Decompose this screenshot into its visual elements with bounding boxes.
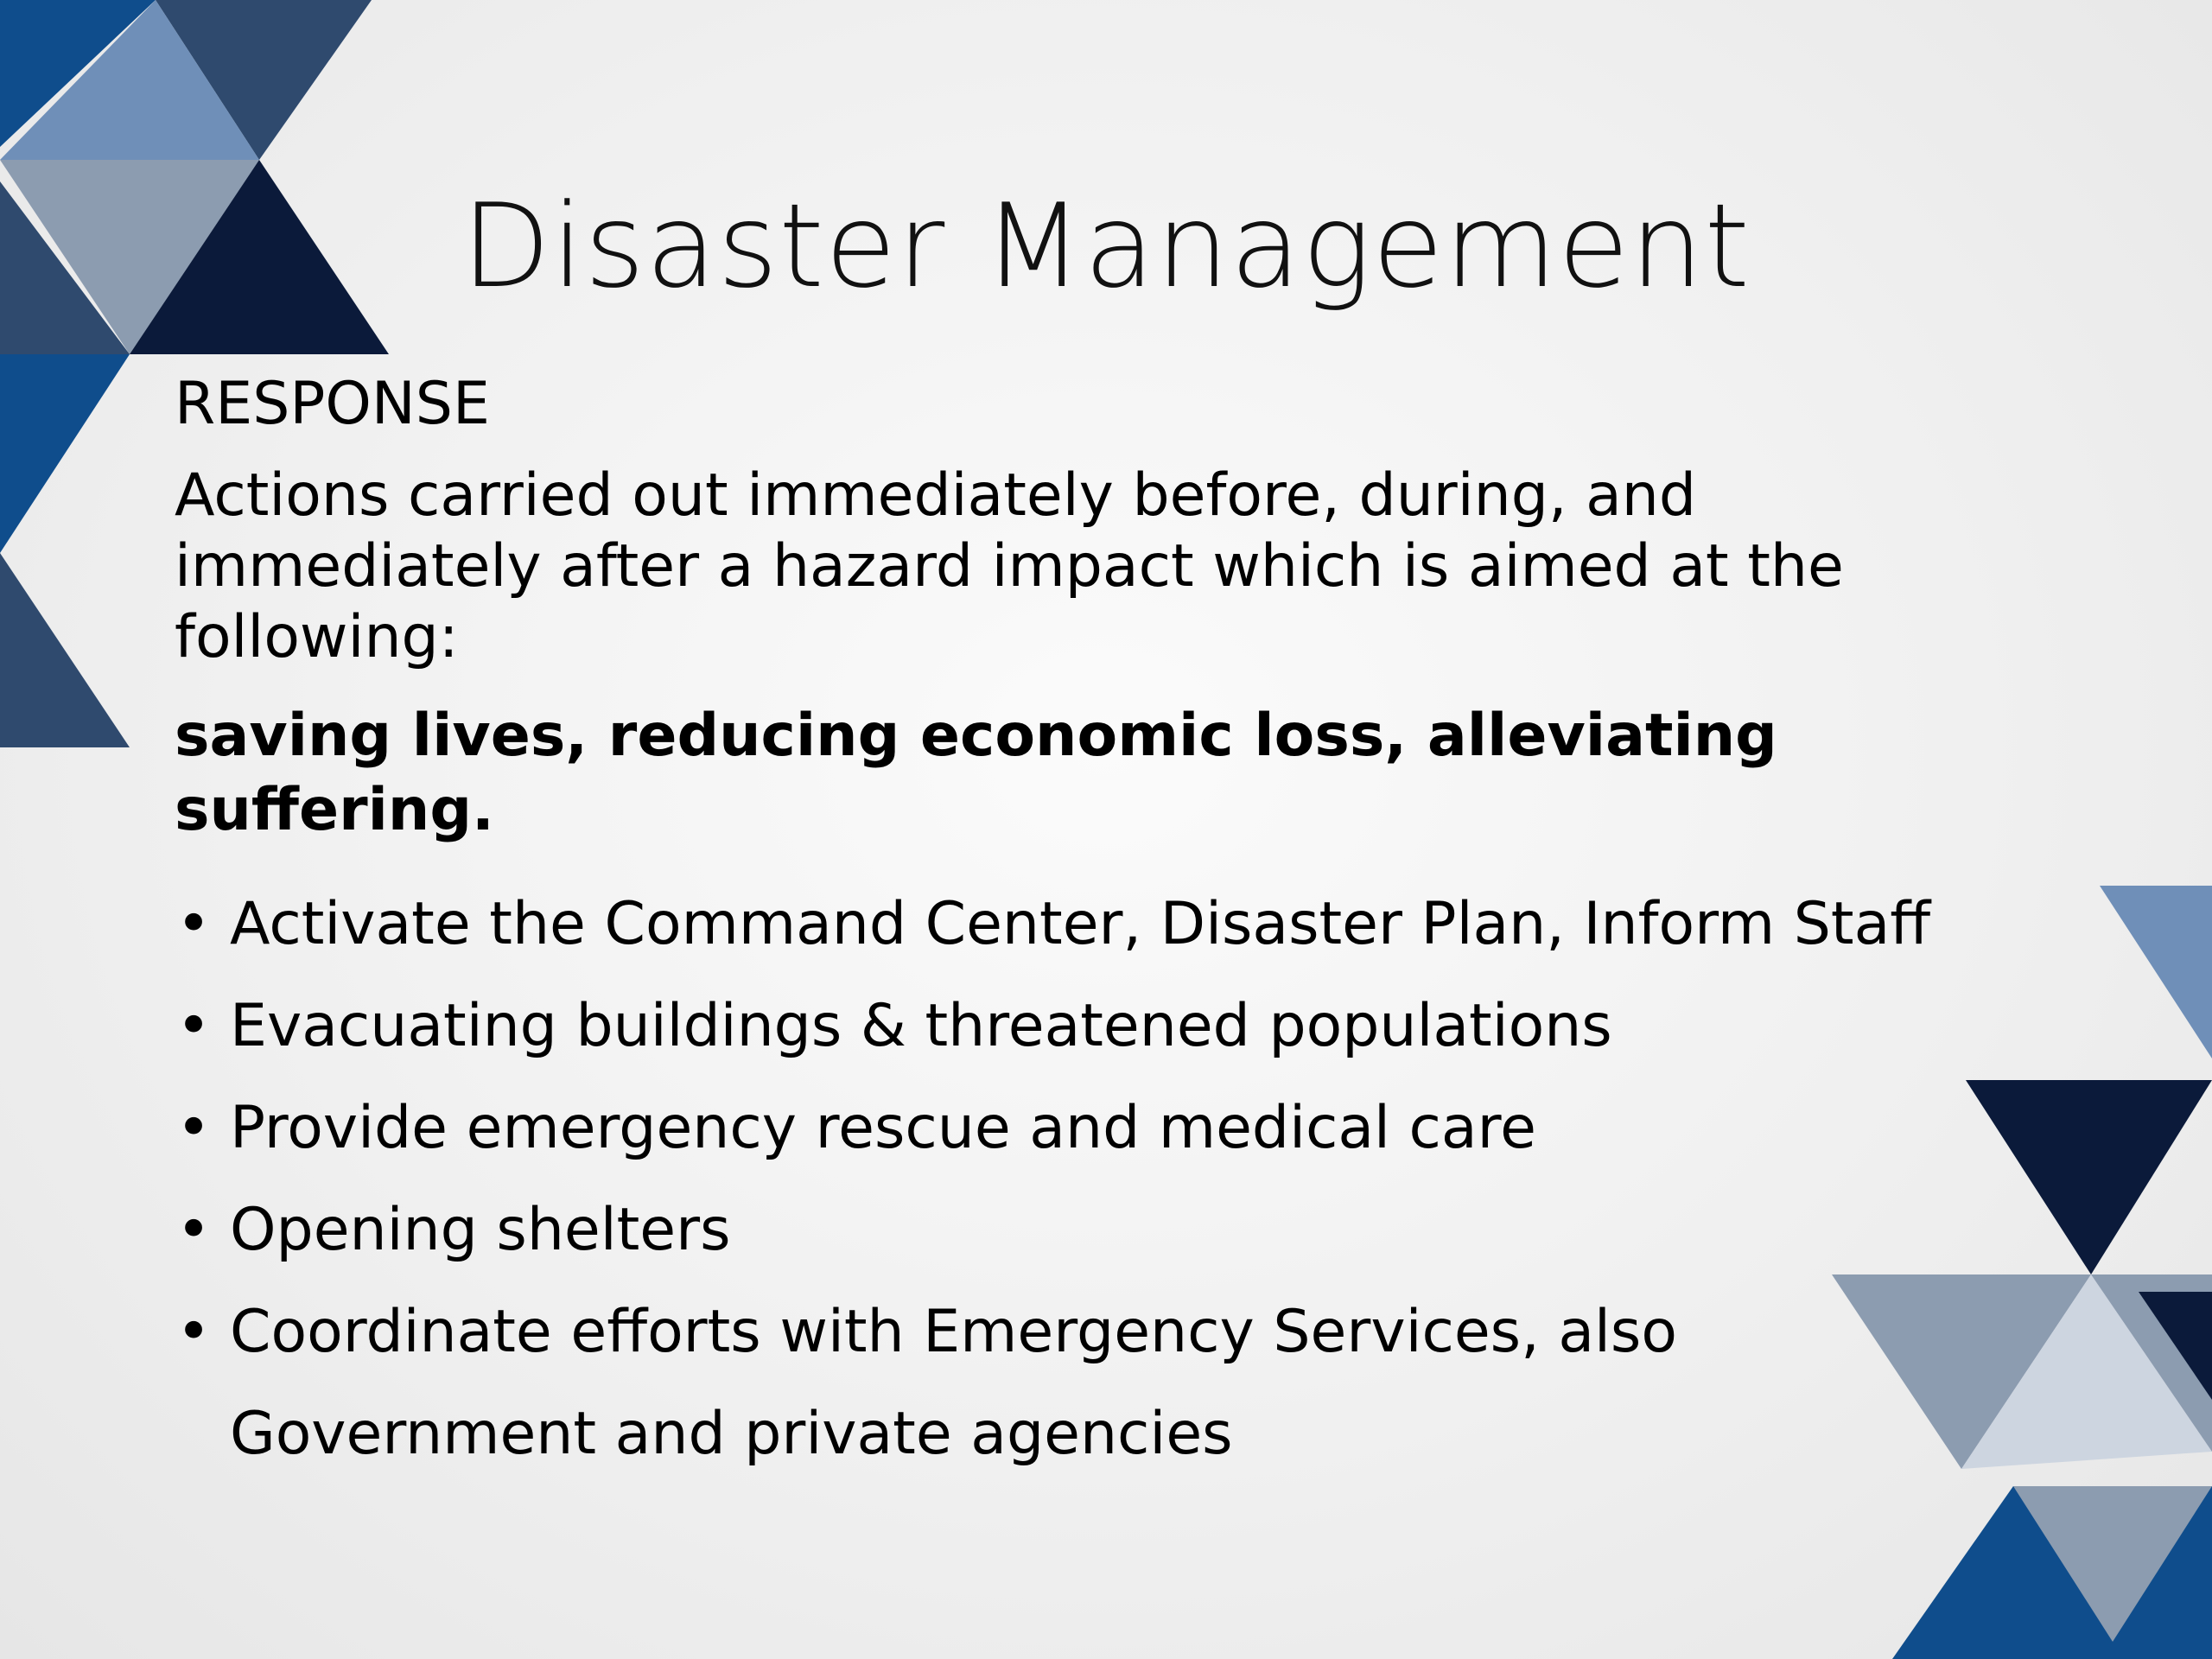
list-item — [175, 1077, 2024, 1179]
bullet-icon: • — [176, 1094, 212, 1162]
list-item-text: Coordinate efforts with Emergency Services, also Government and private agencies — [230, 1298, 1677, 1468]
triangle-shape — [0, 354, 130, 553]
list-item — [175, 874, 2024, 976]
section-heading: RESPONSE — [175, 370, 490, 438]
action-list — [175, 874, 2024, 1485]
list-item-text: Evacuating buildings & threatened populations — [230, 992, 1612, 1060]
slide-title: Disaster Management — [461, 179, 1751, 314]
emphasis-text: saving lives, reducing economic loss, alleviating suffering. — [175, 702, 1777, 844]
description-text: Actions carried out immediately before, during, and immediately after a hazard impact which is aimed at the following: — [175, 461, 1844, 671]
bullet-icon: • — [176, 890, 212, 958]
triangle-shape — [0, 553, 130, 747]
bullet-icon: • — [176, 992, 212, 1060]
bullet-icon: • — [176, 1196, 212, 1264]
list-item — [175, 1179, 2024, 1281]
bullet-icon: • — [176, 1298, 212, 1366]
list-item — [175, 1281, 2024, 1485]
list-item — [175, 976, 2024, 1077]
slide-body — [175, 367, 2024, 1485]
list-item-text: Activate the Command Center, Disaster Plan, Inform Staff — [230, 890, 1931, 958]
triangle-shape — [2100, 886, 2212, 1058]
list-item-text: Opening shelters — [230, 1196, 731, 1264]
list-item-text: Provide emergency rescue and medical care — [230, 1094, 1536, 1162]
